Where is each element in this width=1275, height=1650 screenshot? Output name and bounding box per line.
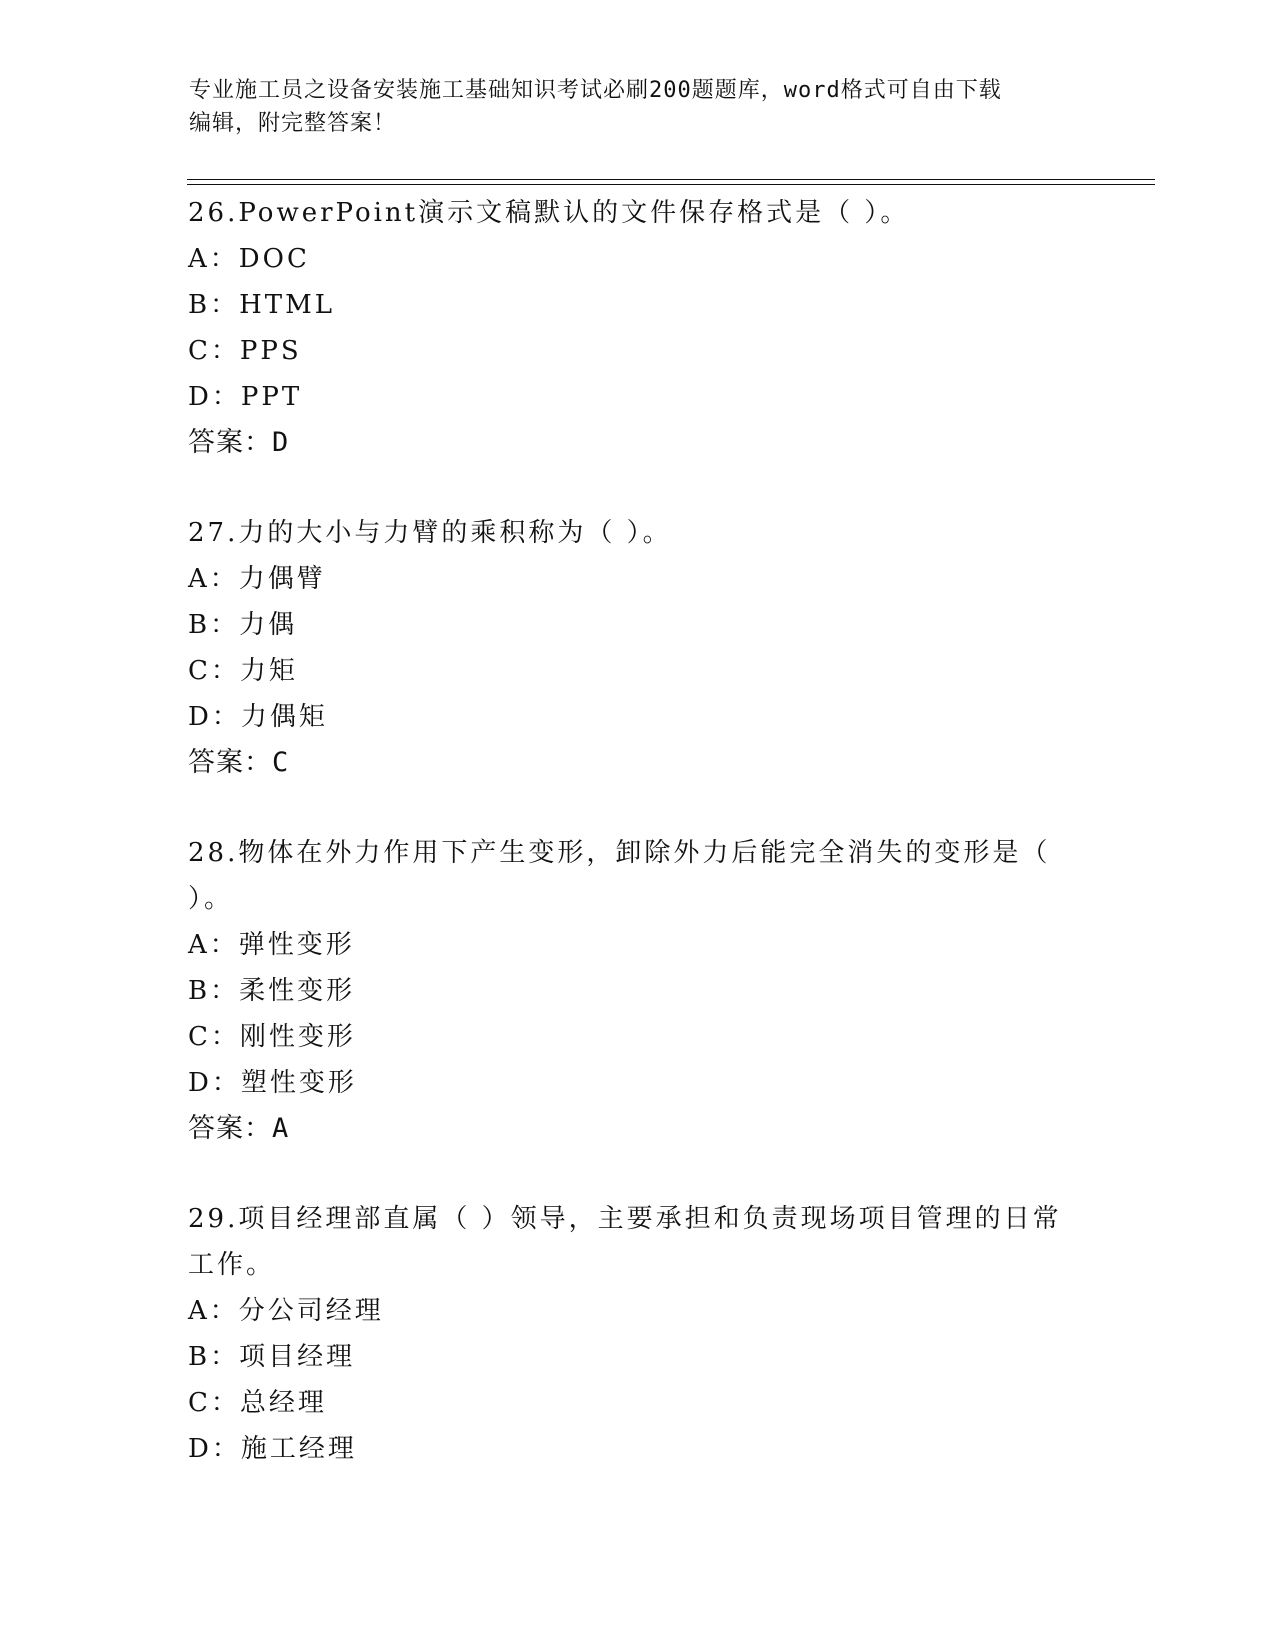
question-stem: 26.PowerPoint演示文稿默认的文件保存格式是（ ）。 xyxy=(188,198,910,228)
question-spacer xyxy=(188,786,1088,830)
answer-text: 答案：C xyxy=(188,747,290,778)
question-29 xyxy=(188,1196,1088,1472)
option-a: A：分公司经理 xyxy=(188,1296,384,1326)
option-d: D：力偶矩 xyxy=(188,702,328,732)
question-26 xyxy=(188,190,1088,466)
header-title-line2: 编辑，附完整答案！ xyxy=(189,111,397,136)
question-stem: 27.力的大小与力臂的乘积称为（ ）。 xyxy=(188,518,672,548)
question-list xyxy=(188,190,1088,1472)
answer-text: 答案：A xyxy=(188,1113,290,1144)
option-d: D：塑性变形 xyxy=(188,1068,357,1098)
question-stem-line2: 工作。 xyxy=(188,1250,276,1280)
option-a: A：力偶臂 xyxy=(188,564,326,594)
option-a: A：弹性变形 xyxy=(188,930,355,960)
question-stem-line1: 28.物体在外力作用下产生变形，卸除外力后能完全消失的变形是（ xyxy=(188,838,1051,868)
option-b: B：力偶 xyxy=(188,610,298,640)
question-spacer xyxy=(188,466,1088,510)
option-c: C：PPS xyxy=(188,336,302,366)
header-divider-top xyxy=(187,179,1155,180)
option-d: D：施工经理 xyxy=(188,1434,357,1464)
answer-text: 答案：D xyxy=(188,427,290,458)
option-b: B：柔性变形 xyxy=(188,976,356,1006)
document-header xyxy=(189,74,1069,140)
question-28 xyxy=(188,830,1088,1152)
header-title-line1: 专业施工员之设备安装施工基础知识考试必刷200题题库，word格式可自由下载 xyxy=(189,78,1002,103)
header-divider-bottom xyxy=(187,184,1155,185)
option-a: A：DOC xyxy=(188,244,310,274)
option-d: D：PPT xyxy=(188,382,303,412)
option-c: C：总经理 xyxy=(188,1388,327,1418)
option-b: B：项目经理 xyxy=(188,1342,356,1372)
question-stem-line1: 29.项目经理部直属（ ）领导，主要承担和负责现场项目管理的日常 xyxy=(188,1204,1062,1234)
question-spacer xyxy=(188,1152,1088,1196)
question-stem-line2: ）。 xyxy=(188,884,234,914)
option-c: C：刚性变形 xyxy=(188,1022,356,1052)
option-b: B：HTML xyxy=(188,290,336,320)
option-c: C：力矩 xyxy=(188,656,298,686)
question-27 xyxy=(188,510,1088,786)
